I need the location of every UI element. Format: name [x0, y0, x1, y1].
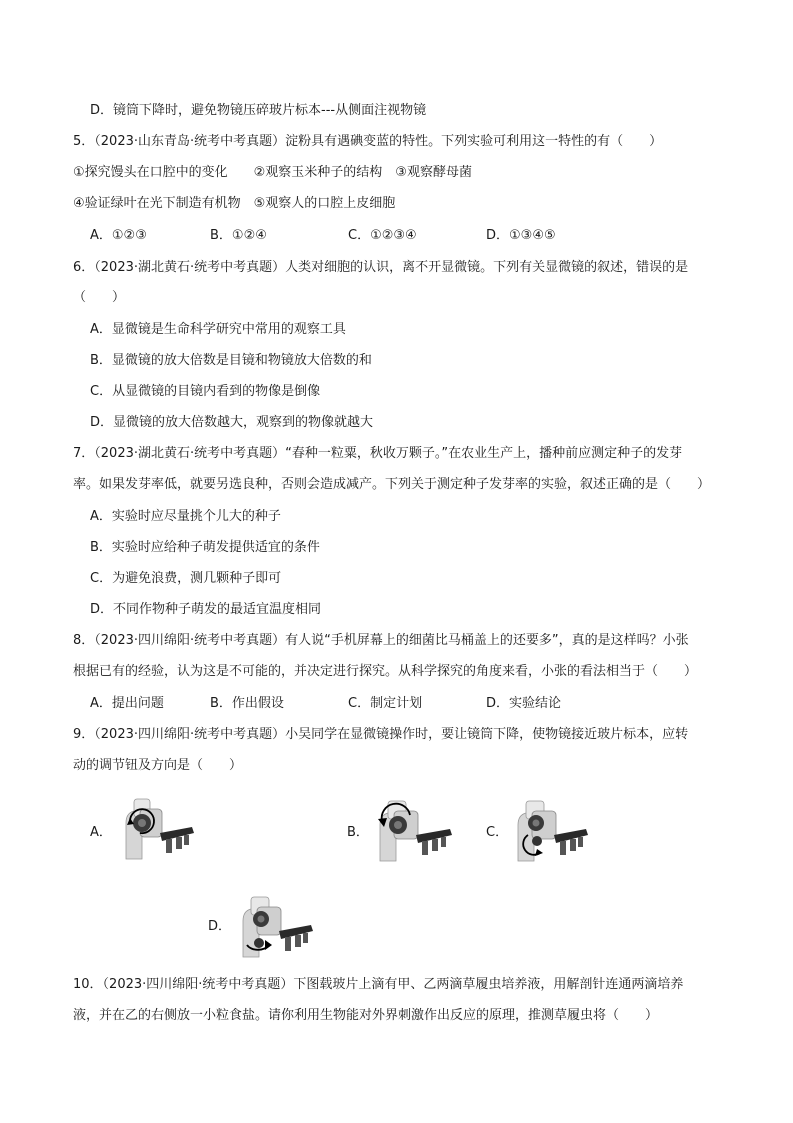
q8-option-b: B．作出假设	[210, 696, 284, 711]
q6-option-d: D．显微镜的放大倍数越大，观察到的物像就越大	[90, 415, 374, 430]
q5-items-line1: ①探究馒头在口腔中的变化 ②观察玉米种子的结构 ③观察酵母菌	[73, 165, 472, 180]
q7-stem-line1: 7．（2023·湖北黄石·统考中考真题）“春种一粒粟，秋收万颗子。”在农业生产上，播种前应测定种子的发芽	[73, 446, 683, 461]
q9-stem-line2: 动的调节钮及方向是（ ）	[73, 758, 243, 773]
q8-stem-line1: 8．（2023·四川绵阳·统考中考真题）有人说“手机屏幕上的细菌比马桶盖上的还要多”，真的是这样吗？小张	[73, 633, 689, 648]
q7-option-a: A．实验时应尽量挑个儿大的种子	[90, 509, 281, 524]
q5-option-a: A．①②③	[90, 228, 147, 243]
q9-option-d-label: D．	[208, 919, 232, 934]
q7-option-b: B．实验时应给种子萌发提供适宜的条件	[90, 540, 320, 555]
microscope-option-b-image	[370, 797, 460, 865]
q10-stem-line2: 液，并在乙的右侧放一小粒食盐。请你利用生物能对外界刺激作出反应的原理，推测草履虫将（ ）	[73, 1008, 659, 1023]
q6-option-a: A．显微镜是生命科学研究中常用的观察工具	[90, 322, 346, 337]
q8-stem-line2: 根据已有的经验，认为这是不可能的，并决定进行探究。从科学探究的角度来看，小张的看法相当于（ ）	[73, 664, 698, 679]
q5-option-b: B．①②④	[210, 228, 267, 243]
q8-option-d: D．实验结论	[486, 696, 562, 711]
q4-option-d: D．镜筒下降时，避免物镜压碎玻片标本---从侧面注视物镜	[90, 103, 427, 118]
q5-option-c: C．①②③④	[348, 228, 417, 243]
microscope-option-d-image	[235, 893, 320, 961]
microscope-option-c-image	[510, 797, 595, 865]
q7-option-c: C．为避免浪费，测几颗种子即可	[90, 571, 282, 586]
q9-option-b-label: B．	[347, 825, 369, 840]
q5-option-d: D．①③④⑤	[486, 228, 556, 243]
q6-stem-line1: 6．（2023·湖北黄石·统考中考真题）人类对细胞的认识，离不开显微镜。下列有关显微镜的叙述，错误的是	[73, 260, 689, 275]
q5-items-line2: ④验证绿叶在光下制造有机物 ⑤观察人的口腔上皮细胞	[73, 196, 396, 211]
q9-option-c-label: C．	[486, 825, 509, 840]
microscope-option-a-image	[120, 797, 200, 865]
q6-option-b: B．显微镜的放大倍数是目镜和物镜放大倍数的和	[90, 353, 372, 368]
q10-stem-line1: 10．（2023·四川绵阳·统考中考真题）下图载玻片上滴有甲、乙两滴草履虫培养液，用解剖针连通两滴培养	[73, 977, 684, 992]
q8-option-c: C．制定计划	[348, 696, 423, 711]
q5-stem: 5．（2023·山东青岛·统考中考真题）淀粉具有遇碘变蓝的特性。下列实验可利用这一特性的有（ ）	[73, 134, 663, 149]
q8-option-a: A．提出问题	[90, 696, 164, 711]
q6-option-c: C．从显微镜的目镜内看到的物像是倒像	[90, 384, 321, 399]
q9-stem-line1: 9．（2023·四川绵阳·统考中考真题）小吴同学在显微镜操作时，要让镜筒下降，使物镜接近玻片标本，应转	[73, 727, 689, 742]
q7-option-d: D．不同作物种子萌发的最适宜温度相同	[90, 602, 322, 617]
q9-option-a-label: A．	[90, 825, 112, 840]
q6-stem-line2: （ ）	[73, 290, 126, 305]
q7-stem-line2: 率。如果发芽率低，就要另选良种，否则会造成减产。下列关于测定种子发芽率的实验，叙述正确的是（ ）	[73, 477, 711, 492]
